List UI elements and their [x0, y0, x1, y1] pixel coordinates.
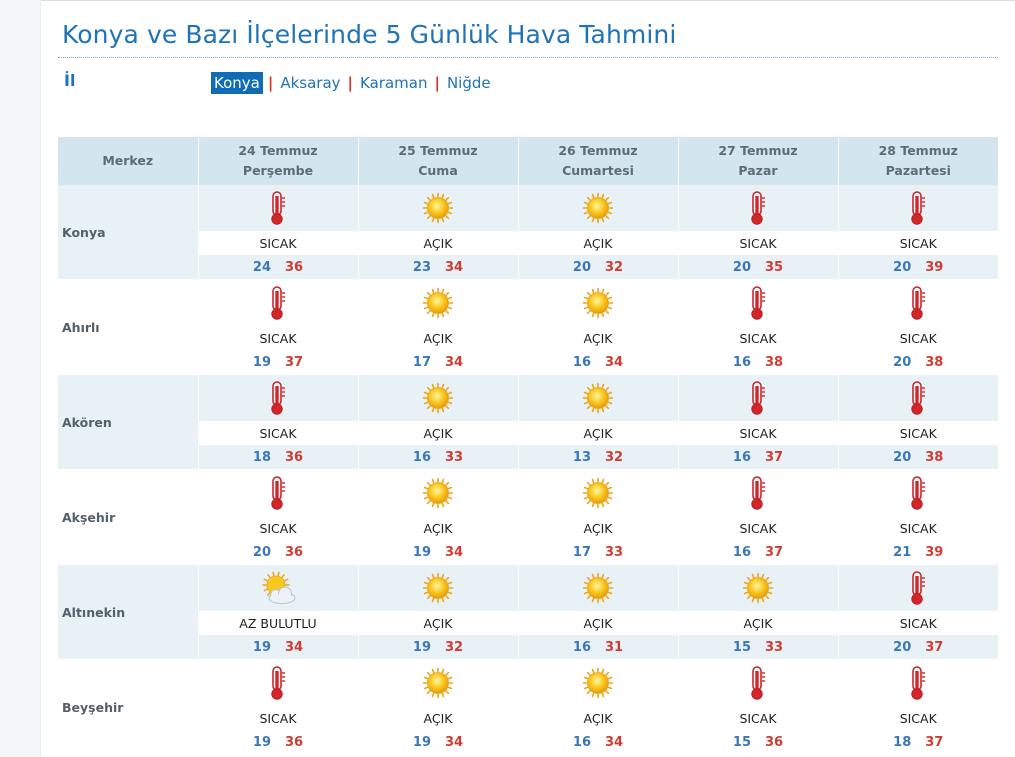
max-temp: 36	[285, 544, 304, 560]
min-temp: 20	[732, 259, 751, 275]
temperature-range	[838, 730, 998, 754]
max-temp: 31	[605, 639, 624, 655]
temperature-range	[518, 445, 678, 469]
town-name: Akören	[58, 375, 198, 469]
thermometer-hot-icon	[198, 375, 358, 421]
temperature-range	[838, 635, 998, 659]
min-temp: 19	[252, 639, 271, 655]
temperature-range	[198, 635, 358, 659]
temperature-range	[518, 730, 678, 754]
thermometer-hot-icon	[678, 185, 838, 231]
sun-icon	[518, 470, 678, 516]
top-border	[0, 0, 1015, 1]
temperature-range	[518, 255, 678, 279]
sun-icon	[358, 280, 518, 326]
temperature-range	[198, 730, 358, 754]
max-temp: 34	[445, 354, 464, 370]
min-temp: 21	[893, 544, 912, 560]
temperature-range	[358, 445, 518, 469]
weather-description: AÇIK	[358, 231, 518, 255]
weather-description: AÇIK	[358, 611, 518, 635]
temperature-range	[358, 350, 518, 374]
weather-description: SICAK	[198, 326, 358, 350]
max-temp: 38	[925, 354, 944, 370]
min-temp: 16	[572, 354, 591, 370]
temperature-range	[358, 730, 518, 754]
sun-icon	[678, 565, 838, 611]
weather-description: AÇIK	[358, 421, 518, 445]
temperature-range	[198, 445, 358, 469]
sun-icon	[518, 565, 678, 611]
max-temp: 33	[765, 639, 784, 655]
temperature-range	[838, 445, 998, 469]
weather-description: SICAK	[838, 326, 998, 350]
weather-description: SICAK	[678, 231, 838, 255]
temperature-range	[198, 255, 358, 279]
min-temp: 20	[893, 354, 912, 370]
weather-description: AÇIK	[518, 326, 678, 350]
day-header: 26 Temmuz Cumartesi	[518, 137, 678, 185]
max-temp: 38	[925, 449, 944, 465]
weather-description: SICAK	[198, 516, 358, 540]
min-temp: 16	[732, 354, 751, 370]
thermometer-hot-icon	[838, 470, 998, 516]
forecast-icon-row	[58, 185, 998, 231]
max-temp: 32	[605, 259, 624, 275]
weather-description: SICAK	[838, 706, 998, 730]
forecast-temp-row	[58, 445, 998, 469]
temperature-range	[678, 540, 838, 564]
weather-description: SICAK	[838, 611, 998, 635]
city-tabs	[211, 71, 493, 95]
forecast-desc-row	[58, 326, 998, 350]
weather-description: SICAK	[678, 706, 838, 730]
day-header: 28 Temmuz Pazartesi	[838, 137, 998, 185]
max-temp: 37	[925, 639, 944, 655]
left-margin-strip	[0, 0, 41, 757]
town-name: Altınekin	[58, 565, 198, 659]
max-temp: 36	[765, 734, 784, 750]
weather-description: AÇIK	[358, 706, 518, 730]
min-temp: 19	[412, 544, 431, 560]
forecast-desc-row	[58, 231, 998, 255]
min-temp: 20	[893, 259, 912, 275]
weather-description: SICAK	[678, 326, 838, 350]
temperature-range	[838, 255, 998, 279]
max-temp: 34	[445, 734, 464, 750]
sun-icon	[518, 375, 678, 421]
forecast-temp-row	[58, 540, 998, 564]
max-temp: 38	[765, 354, 784, 370]
max-temp: 37	[925, 734, 944, 750]
max-temp: 34	[605, 354, 624, 370]
thermometer-hot-icon	[838, 660, 998, 706]
temperature-range	[358, 635, 518, 659]
max-temp: 32	[605, 449, 624, 465]
min-temp: 17	[412, 354, 431, 370]
tab-separator: |	[434, 74, 440, 92]
weather-description: AZ BULUTLU	[198, 611, 358, 635]
row-divider	[58, 754, 998, 755]
weather-description: SICAK	[838, 231, 998, 255]
title-divider	[58, 57, 998, 58]
tab-separator: |	[347, 74, 354, 92]
weather-description: SICAK	[198, 421, 358, 445]
weather-description: SICAK	[838, 421, 998, 445]
temperature-range	[678, 255, 838, 279]
min-temp: 18	[893, 734, 912, 750]
forecast-icon-row	[58, 660, 998, 706]
weather-description: AÇIK	[358, 516, 518, 540]
max-temp: 33	[445, 449, 464, 465]
thermometer-hot-icon	[198, 470, 358, 516]
max-temp: 36	[285, 734, 304, 750]
min-temp: 16	[412, 449, 431, 465]
city-tab-aksaray[interactable]: Aksaray	[280, 74, 341, 92]
page-title: Konya ve Bazı İlçelerinde 5 Günlük Hava Tahmini	[62, 20, 677, 49]
weather-description: AÇIK	[678, 611, 838, 635]
sun-icon	[358, 375, 518, 421]
thermometer-hot-icon	[838, 375, 998, 421]
sun-icon	[358, 565, 518, 611]
weather-description: AÇIK	[358, 326, 518, 350]
min-temp: 19	[412, 639, 431, 655]
min-temp: 19	[412, 734, 431, 750]
town-name: Konya	[58, 185, 198, 279]
forecast-desc-row	[58, 421, 998, 445]
day-header: 24 Temmuz Perşembe	[198, 137, 358, 185]
temperature-range	[678, 350, 838, 374]
temperature-range	[678, 445, 838, 469]
max-temp: 34	[445, 259, 464, 275]
max-temp: 39	[925, 259, 944, 275]
header-row	[58, 137, 998, 185]
min-temp: 16	[572, 734, 591, 750]
weather-description: AÇIK	[518, 231, 678, 255]
max-temp: 36	[285, 259, 304, 275]
temperature-range	[678, 730, 838, 754]
day-header: 25 Temmuz Cuma	[358, 137, 518, 185]
forecast-desc-row	[58, 611, 998, 635]
max-temp: 37	[285, 354, 304, 370]
forecast-icon-row	[58, 280, 998, 326]
max-temp: 37	[765, 449, 784, 465]
weather-description: SICAK	[678, 516, 838, 540]
min-temp: 16	[732, 449, 751, 465]
weather-description: SICAK	[838, 516, 998, 540]
sun-icon	[358, 660, 518, 706]
max-temp: 34	[285, 639, 304, 655]
min-temp: 23	[412, 259, 431, 275]
min-temp: 17	[572, 544, 591, 560]
thermometer-hot-icon	[198, 280, 358, 326]
thermometer-hot-icon	[678, 470, 838, 516]
weather-description: AÇIK	[518, 421, 678, 445]
temperature-range	[838, 540, 998, 564]
thermometer-hot-icon	[678, 660, 838, 706]
forecast-temp-row	[58, 730, 998, 754]
forecast-icon-row	[58, 375, 998, 421]
thermometer-hot-icon	[838, 185, 998, 231]
forecast-temp-row	[58, 350, 998, 374]
partly-cloudy-icon	[198, 565, 358, 611]
max-temp: 32	[445, 639, 464, 655]
min-temp: 13	[572, 449, 591, 465]
max-temp: 39	[925, 544, 944, 560]
max-temp: 35	[765, 259, 784, 275]
weather-description: AÇIK	[518, 611, 678, 635]
thermometer-hot-icon	[678, 280, 838, 326]
province-label: İl	[64, 71, 76, 90]
min-temp: 24	[252, 259, 271, 275]
temperature-range	[678, 635, 838, 659]
city-tab-konya[interactable]: Konya	[211, 72, 263, 94]
temperature-range	[198, 540, 358, 564]
min-temp: 20	[893, 449, 912, 465]
town-name: Beyşehir	[58, 660, 198, 754]
weather-description: SICAK	[678, 421, 838, 445]
temperature-range	[358, 540, 518, 564]
temperature-range	[518, 540, 678, 564]
min-temp: 15	[732, 639, 751, 655]
min-temp: 20	[252, 544, 271, 560]
forecast-temp-row	[58, 255, 998, 279]
thermometer-hot-icon	[838, 280, 998, 326]
temperature-range	[358, 255, 518, 279]
min-temp: 16	[572, 639, 591, 655]
sun-icon	[358, 470, 518, 516]
min-temp: 20	[572, 259, 591, 275]
corner-header: Merkez	[58, 137, 198, 185]
weather-description: AÇIK	[518, 516, 678, 540]
forecast-desc-row	[58, 516, 998, 540]
temperature-range	[518, 635, 678, 659]
sun-icon	[518, 280, 678, 326]
min-temp: 15	[732, 734, 751, 750]
thermometer-hot-icon	[678, 375, 838, 421]
max-temp: 36	[285, 449, 304, 465]
min-temp: 18	[252, 449, 271, 465]
temperature-range	[518, 350, 678, 374]
town-name: Akşehir	[58, 470, 198, 564]
min-temp: 19	[252, 354, 271, 370]
thermometer-hot-icon	[838, 565, 998, 611]
max-temp: 33	[605, 544, 624, 560]
weather-description: AÇIK	[518, 706, 678, 730]
thermometer-hot-icon	[198, 660, 358, 706]
forecast-icon-row	[58, 565, 998, 611]
town-name: Ahırlı	[58, 280, 198, 374]
thermometer-hot-icon	[198, 185, 358, 231]
max-temp: 34	[445, 544, 464, 560]
forecast-temp-row	[58, 635, 998, 659]
city-tab-karaman[interactable]: Karaman	[360, 74, 428, 92]
city-tab-nigde[interactable]: Niğde	[446, 74, 491, 92]
max-temp: 37	[765, 544, 784, 560]
temperature-range	[838, 350, 998, 374]
max-temp: 34	[605, 734, 624, 750]
sun-icon	[518, 660, 678, 706]
weather-description: SICAK	[198, 706, 358, 730]
forecast-icon-row	[58, 470, 998, 516]
min-temp: 16	[732, 544, 751, 560]
forecast-desc-row	[58, 706, 998, 730]
sun-icon	[518, 185, 678, 231]
temperature-range	[198, 350, 358, 374]
min-temp: 19	[252, 734, 271, 750]
sun-icon	[358, 185, 518, 231]
day-header: 27 Temmuz Pazar	[678, 137, 838, 185]
weather-description: SICAK	[198, 231, 358, 255]
min-temp: 20	[893, 639, 912, 655]
forecast-table	[58, 137, 998, 755]
tab-separator: |	[267, 74, 274, 92]
